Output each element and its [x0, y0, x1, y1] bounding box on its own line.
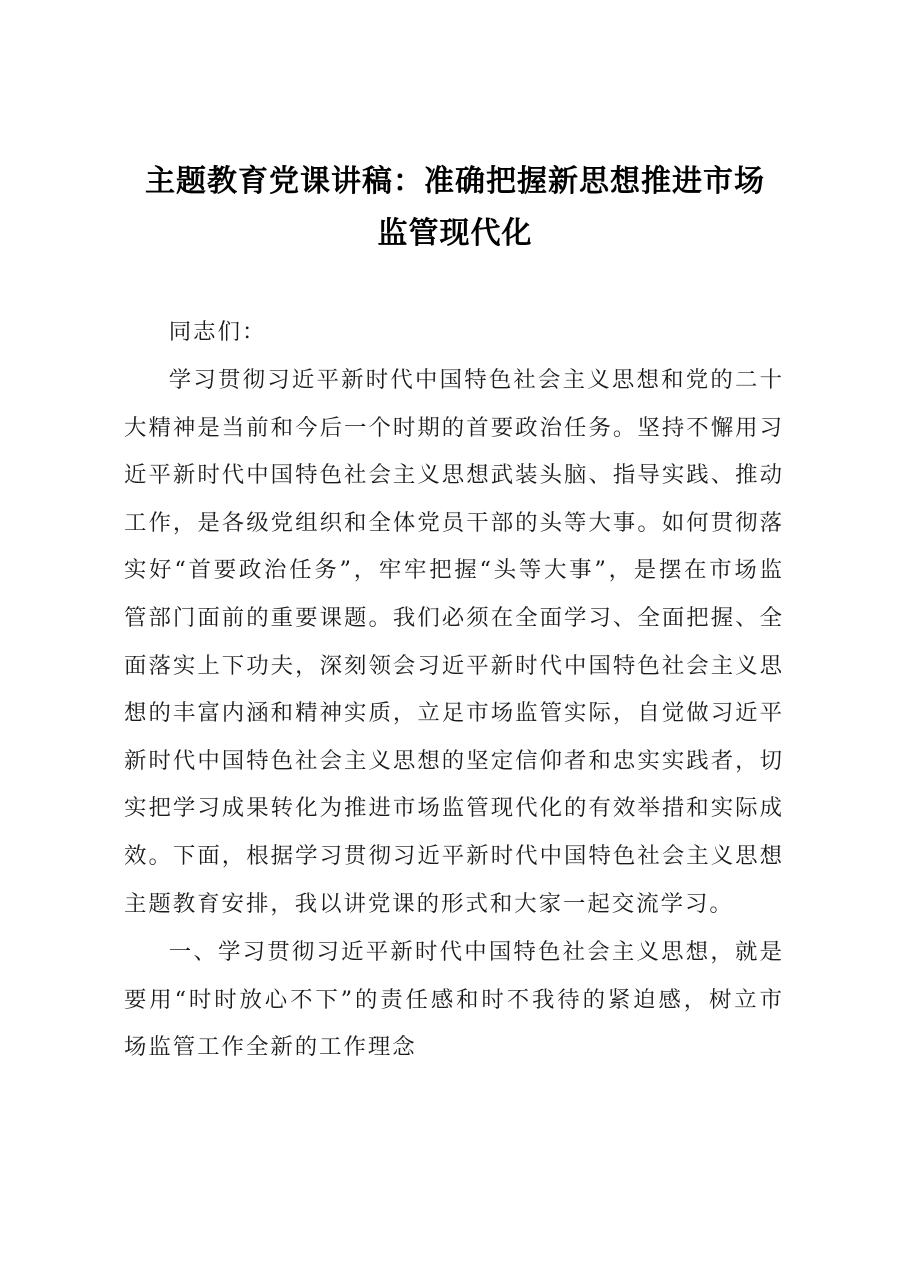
greeting: 同志们：: [168, 319, 267, 345]
section-heading-1: 一、学习贯彻习近平新时代中国特色社会主义思想，就是要用“时时放心不下”的责任感和时不我待的紧迫感，树立市场监管工作全新的工作理念: [124, 939, 784, 1061]
paragraph-intro: 学习贯彻习近平新时代中国特色社会主义思想和党的二十大精神是当前和今后一个时期的首要政治任务。坚持不懈用习近平新时代中国特色社会主义思想武装头脑、指导实践、推动工作，是各级党组织和全体党员干部的头等大事。如何贯彻落实好“首要政治任务”，牢牢把握“头等大事”，是摆在市场监管部门面前的重要课题。我们必须在全面学习、全面把握、全面落实上下功夫，深刻领会习近平新时代中国特色社会主义思想的丰富内涵和精神实质，立足市场监管实际，自觉做习近平新时代中国特色社会主义思想的坚定信仰者和忠实实践者，切实把学习成果转化为推进市场监管现代化的有效举措和实际成效。下面，根据学习贯彻习近平新时代中国特色社会主义思想主题教育安排，我以讲党课的形式和大家一起交流学习。: [124, 367, 784, 917]
document-title: 主题教育党课讲稿：准确把握新思想推进市场监管现代化: [145, 164, 765, 251]
